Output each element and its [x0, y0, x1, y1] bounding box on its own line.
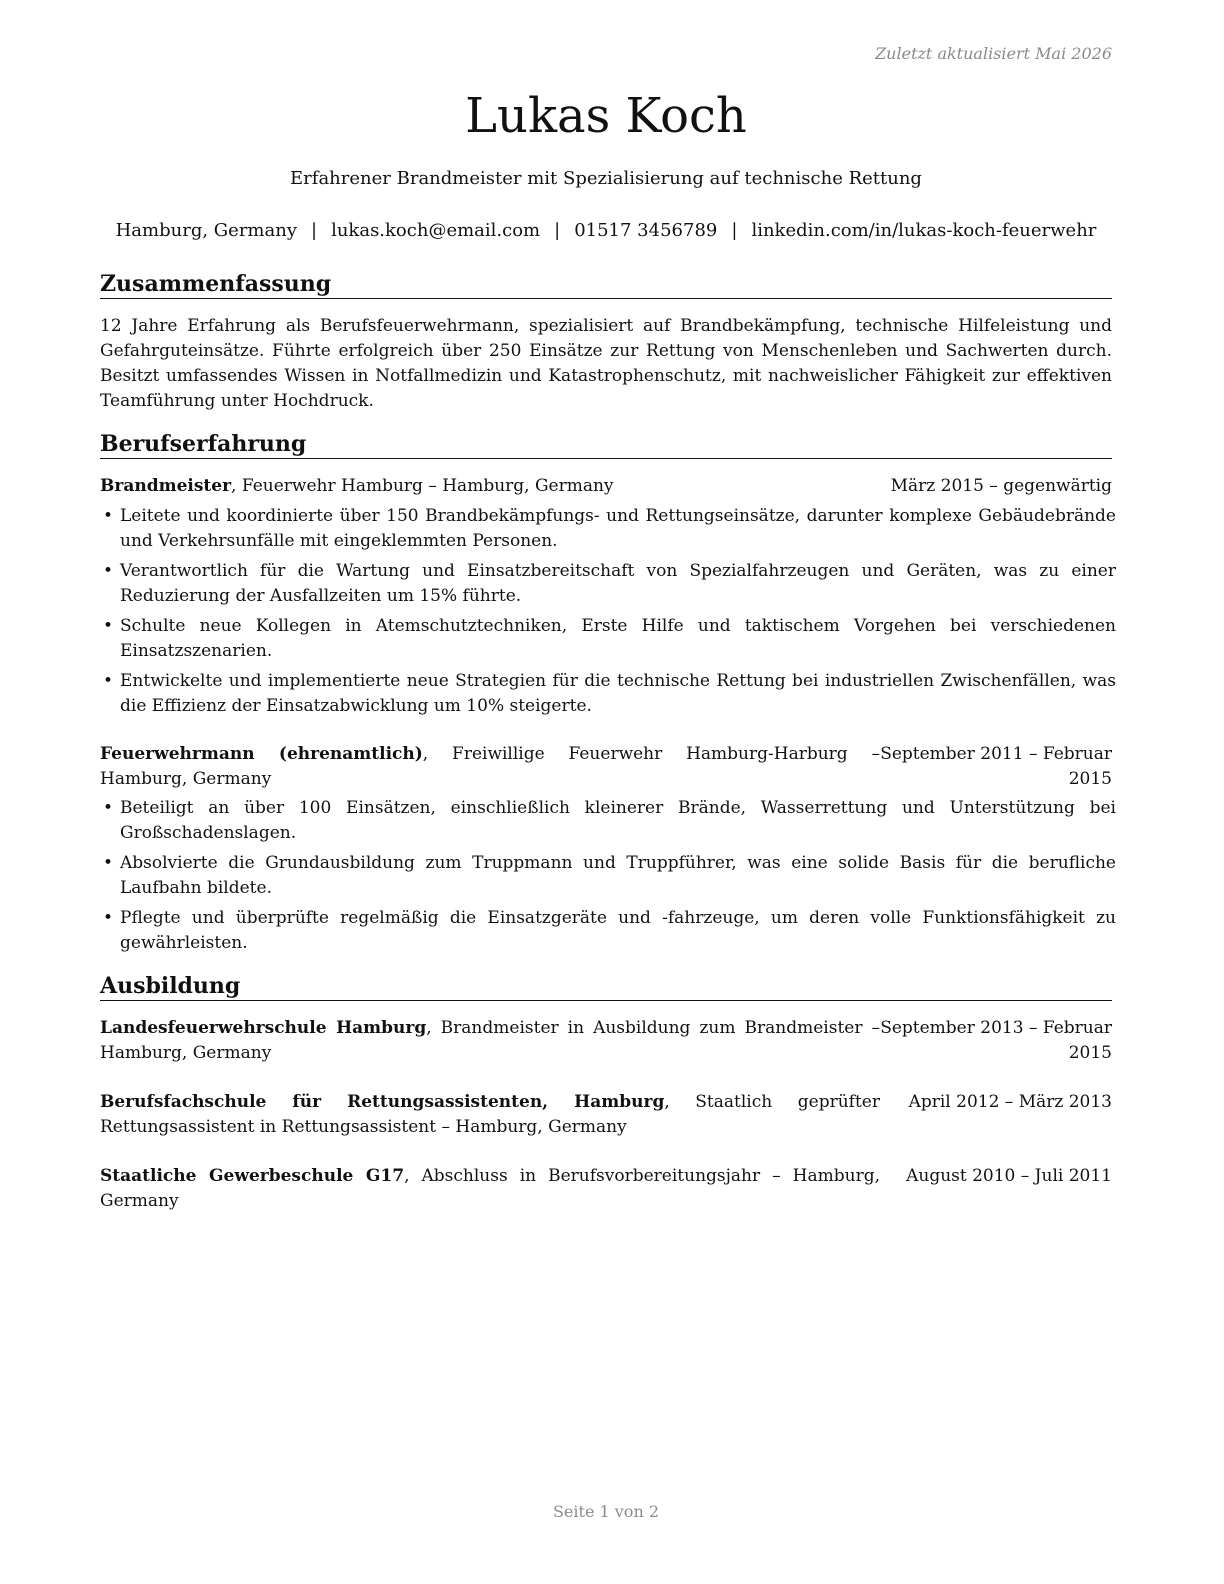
education-title-line: [100, 1164, 880, 1214]
section-title-experience: Berufserfahrung: [100, 430, 1112, 459]
contact-location: Hamburg, Germany: [115, 220, 297, 241]
section-title-summary: Zusammenfassung: [100, 270, 1112, 299]
job-header: [100, 742, 1112, 792]
degree-text: , Abschluss in Berufsvorbereitungsjahr – Hamburg, Germany: [100, 1166, 880, 1211]
job-title-line: [100, 742, 880, 792]
school-name: Staatliche Gewerbeschule G17: [100, 1166, 405, 1186]
education-title-line: [100, 1016, 880, 1066]
list-item: • Beteiligt an über 100 Einsätzen, einschließlich kleinerer Brände, Wasserrettung und Unterstützung bei Großschadenslagen.: [103, 798, 1116, 843]
section-title-education: Ausbildung: [100, 972, 1112, 1001]
job-role: Feuerwehrmann (ehrenamtlich): [100, 744, 423, 764]
last-updated: Zuletzt aktualisiert Mai 2026: [875, 44, 1112, 63]
job-bullets: [100, 504, 1116, 724]
education-dates: August 2010 – Juli 2011: [906, 1166, 1112, 1186]
job-dates: März 2015 – gegenwärtig: [890, 476, 1112, 496]
education-dates: September 2013 – Februar 2015: [880, 1018, 1112, 1063]
list-item: • Schulte neue Kollegen in Atemschutztechniken, Erste Hilfe und taktischem Vorgehen bei verschiedenen Einsatzszenarien.: [103, 616, 1116, 661]
resume-page: [100, 0, 1116, 1584]
list-item: • Entwickelte und implementierte neue Strategien für die technische Rettung bei industriellen Zwischenfällen, was die Effizienz der Einsatzabwicklung um 10% steigerte.: [103, 671, 1116, 716]
degree-text: , Brandmeister in Ausbildung zum Brandmeister – Hamburg, Germany: [100, 1018, 880, 1063]
summary-text: 12 Jahre Erfahrung als Berufsfeuerwehrmann, spezialisiert auf Brandbekämpfung, technische Hilfeleistung und Gefahrguteinsätze. Führte erfolgreich über 250 Einsätze zur Rettung von Menschenleben und Sachwerten durch. Besitzt umfassendes Wissen in Notfallmedizin und Katastrophenschutz, mit nachweislicher Fähigkeit zur effektiven Teamführung unter Hochdruck.: [100, 316, 1112, 411]
candidate-name: Lukas Koch: [465, 88, 747, 144]
education-entry: [100, 1016, 1112, 1066]
job-role: Brandmeister: [100, 476, 232, 496]
school-name: Landesfeuerwehrschule Hamburg: [100, 1018, 427, 1038]
contact-email[interactable]: lukas.koch@email.com: [331, 220, 541, 241]
contact-separator: |: [554, 220, 561, 241]
education-entry: [100, 1090, 1112, 1140]
headline: Erfahrener Brandmeister mit Spezialisierung auf technische Rettung: [290, 168, 922, 189]
contact-separator: |: [311, 220, 318, 241]
school-name: Berufsfachschule für Rettungsassistenten, Hamburg: [100, 1092, 665, 1112]
job-employer: , Feuerwehr Hamburg – Hamburg, Germany: [231, 476, 614, 496]
education-dates: April 2012 – März 2013: [908, 1092, 1112, 1112]
degree-text: , Staatlich geprüfter Rettungsassistent in Rettungsassistent – Hamburg, Germany: [100, 1092, 880, 1137]
job-title-line: [100, 474, 880, 499]
education-entry: [100, 1164, 1112, 1214]
contact-line: [100, 219, 1112, 243]
job-dates: September 2011 – Februar 2015: [880, 744, 1112, 789]
contact-phone[interactable]: 01517 3456789: [574, 220, 718, 241]
job-header: [100, 474, 1112, 499]
list-item: • Verantwortlich für die Wartung und Einsatzbereitschaft von Spezialfahrzeugen und Geräten, was zu einer Reduzierung der Ausfallzeiten um 15% führte.: [103, 561, 1116, 606]
page-number: Seite 1 von 2: [552, 1502, 660, 1521]
job-employer: , Freiwillige Feuerwehr Hamburg-Harburg – Hamburg, Germany: [100, 744, 880, 789]
education-title-line: [100, 1090, 880, 1140]
list-item: • Pflegte und überprüfte regelmäßig die Einsatzgeräte und -fahrzeuge, um deren volle Funktionsfähigkeit zu gewährleisten.: [103, 908, 1116, 953]
contact-separator: |: [731, 220, 738, 241]
list-item: • Leitete und koordinierte über 150 Brandbekämpfungs- und Rettungseinsätze, darunter komplexe Gebäudebrände und Verkehrsunfälle mit eingeklemmten Personen.: [103, 506, 1116, 551]
list-item: • Absolvierte die Grundausbildung zum Truppmann und Truppführer, was eine solide Basis für die berufliche Laufbahn bildete.: [103, 853, 1116, 898]
contact-linkedin[interactable]: linkedin.com/in/lukas-koch-feuerwehr: [751, 220, 1097, 241]
job-bullets: [100, 796, 1116, 961]
